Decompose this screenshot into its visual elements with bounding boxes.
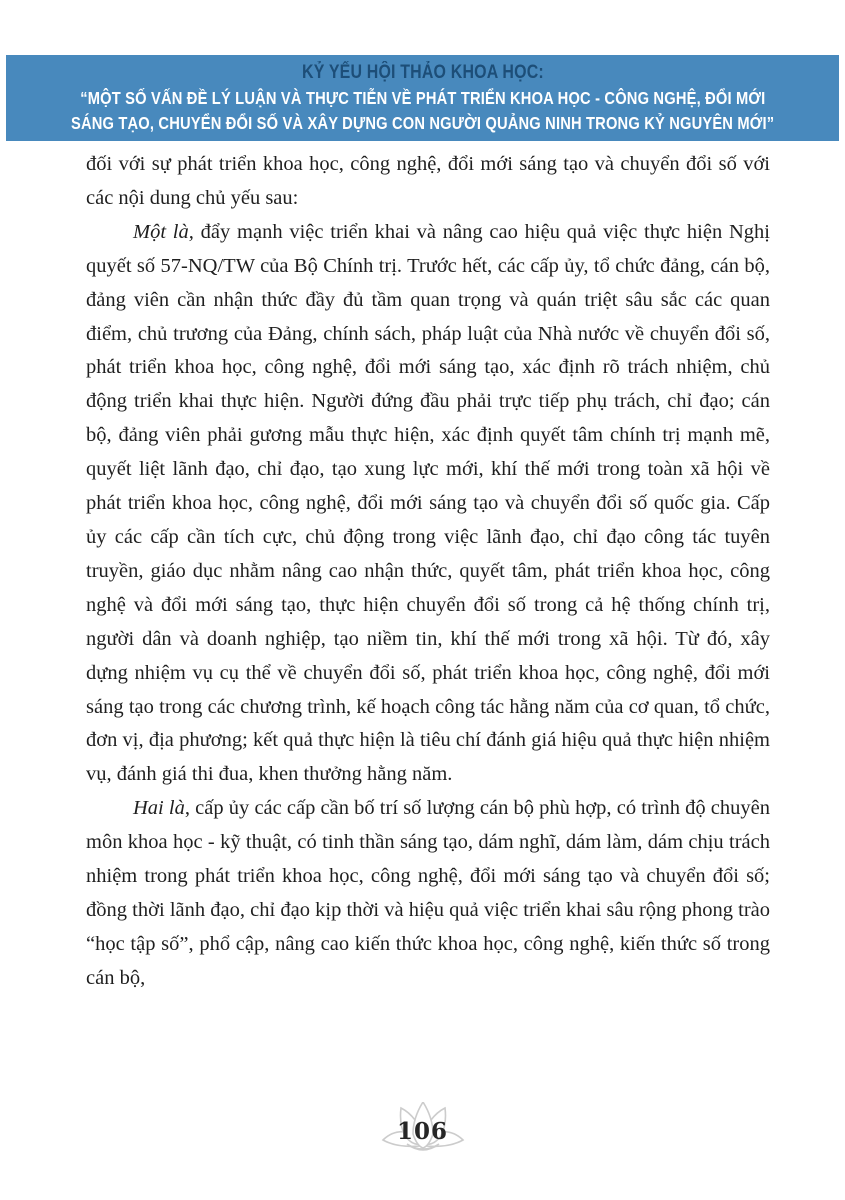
header-banner: [6, 55, 839, 141]
paragraph-continuation: [86, 148, 770, 216]
proceedings-subtitle-line1: “MỘT SỐ VẤN ĐỀ LÝ LUẬN VÀ THỰC TIỄN VỀ PHÁT TRIỂN KHOA HỌC - CÔNG NGHỆ, ĐỔI MỚI: [79, 88, 766, 108]
paragraph-text: đẩy mạnh việc triển khai và nâng cao hiệu quả việc thực hiện Nghị quyết số 57-NQ/TW của Bộ Chính trị. Trước hết, các cấp ủy, tổ chức đảng, cán bộ, đảng viên cần nhận thức đầy đủ tầm quan trọng và quán triệt sâu sắc các quan điểm, chủ trương của Đảng, chính sách, pháp luật của Nhà nước về chuyển đổi số, phát triển khoa học, công nghệ, đổi mới sáng tạo, xác định rõ trách nhiệm, chủ động triển khai thực hiện. Người đứng đầu phải trực tiếp phụ trách, chỉ đạo; cán bộ, đảng viên phải gương mẫu thực hiện, xác định quyết tâm chính trị mạnh mẽ, quyết liệt lãnh đạo, chỉ đạo, tạo xung lực mới, khí thế mới trong toàn xã hội về phát triển khoa học, công nghệ, đổi mới sáng tạo và chuyển đổi số quốc gia. Cấp ủy các cấp cần tích cực, chủ động trong việc lãnh đạo, chỉ đạo công tác tuyên truyền, giáo dục nhằm nâng cao nhận thức, quyết tâm, phát triển khoa học, công nghệ và đổi mới sáng tạo, thực hiện chuyển đổi số trong cả hệ thống chính trị, người dân và doanh nghiệp, tạo niềm tin, khí thế mới trong xã hội. Từ đó, xây dựng nhiệm vụ cụ thể về chuyển đổi số, phát triển khoa học, công nghệ, đổi mới sáng tạo trong các chương trình, kế hoạch công tác hằng năm của cơ quan, tổ chức, đơn vị, địa phương; kết quả thực hiện là tiêu chí đánh giá hiệu quả thực hiện nhiệm vụ, đánh giá thi đua, khen thưởng hằng năm.: [86, 220, 771, 786]
paragraph-lead-italic: Hai là: [133, 797, 185, 820]
body-text: [86, 148, 770, 996]
page-number: 106: [396, 1118, 448, 1145]
paragraph-hai-la: [86, 792, 770, 995]
proceedings-title: KỶ YẾU HỘI THẢO KHOA HỌC:: [301, 62, 544, 83]
proceedings-subtitle-line2: SÁNG TẠO, CHUYỂN ĐỔI SỐ VÀ XÂY DỰNG CON NGƯỜI QUẢNG NINH TRONG KỶ NGUYÊN MỚI”: [70, 113, 775, 133]
paragraph-mot-la: [86, 216, 770, 792]
paragraph-text: đối với sự phát triển khoa học, công nghệ, đổi mới sáng tạo và chuyển đổi số với các nội dung chủ yếu sau:: [86, 153, 770, 209]
paragraph-lead-italic: Một là,: [133, 220, 194, 243]
paragraph-text: , cấp ủy các cấp cần bố trí số lượng cán bộ phù hợp, có trình độ chuyên môn khoa học - kỹ thuật, có tinh thần sáng tạo, dám nghĩ, dám làm, dám chịu trách nhiệm trong phát triển khoa học, công nghệ, đổi mới sáng tạo và chuyển đổi số; đồng thời lãnh đạo, chỉ đạo kịp thời và hiệu quả việc triển khai sâu rộng phong trào “học tập số”, phổ cập, nâng cao kiến thức khoa học, công nghệ, kiến thức số trong cán bộ,: [86, 797, 770, 989]
lotus-icon: [363, 1102, 483, 1154]
page-footer: [0, 1098, 845, 1158]
